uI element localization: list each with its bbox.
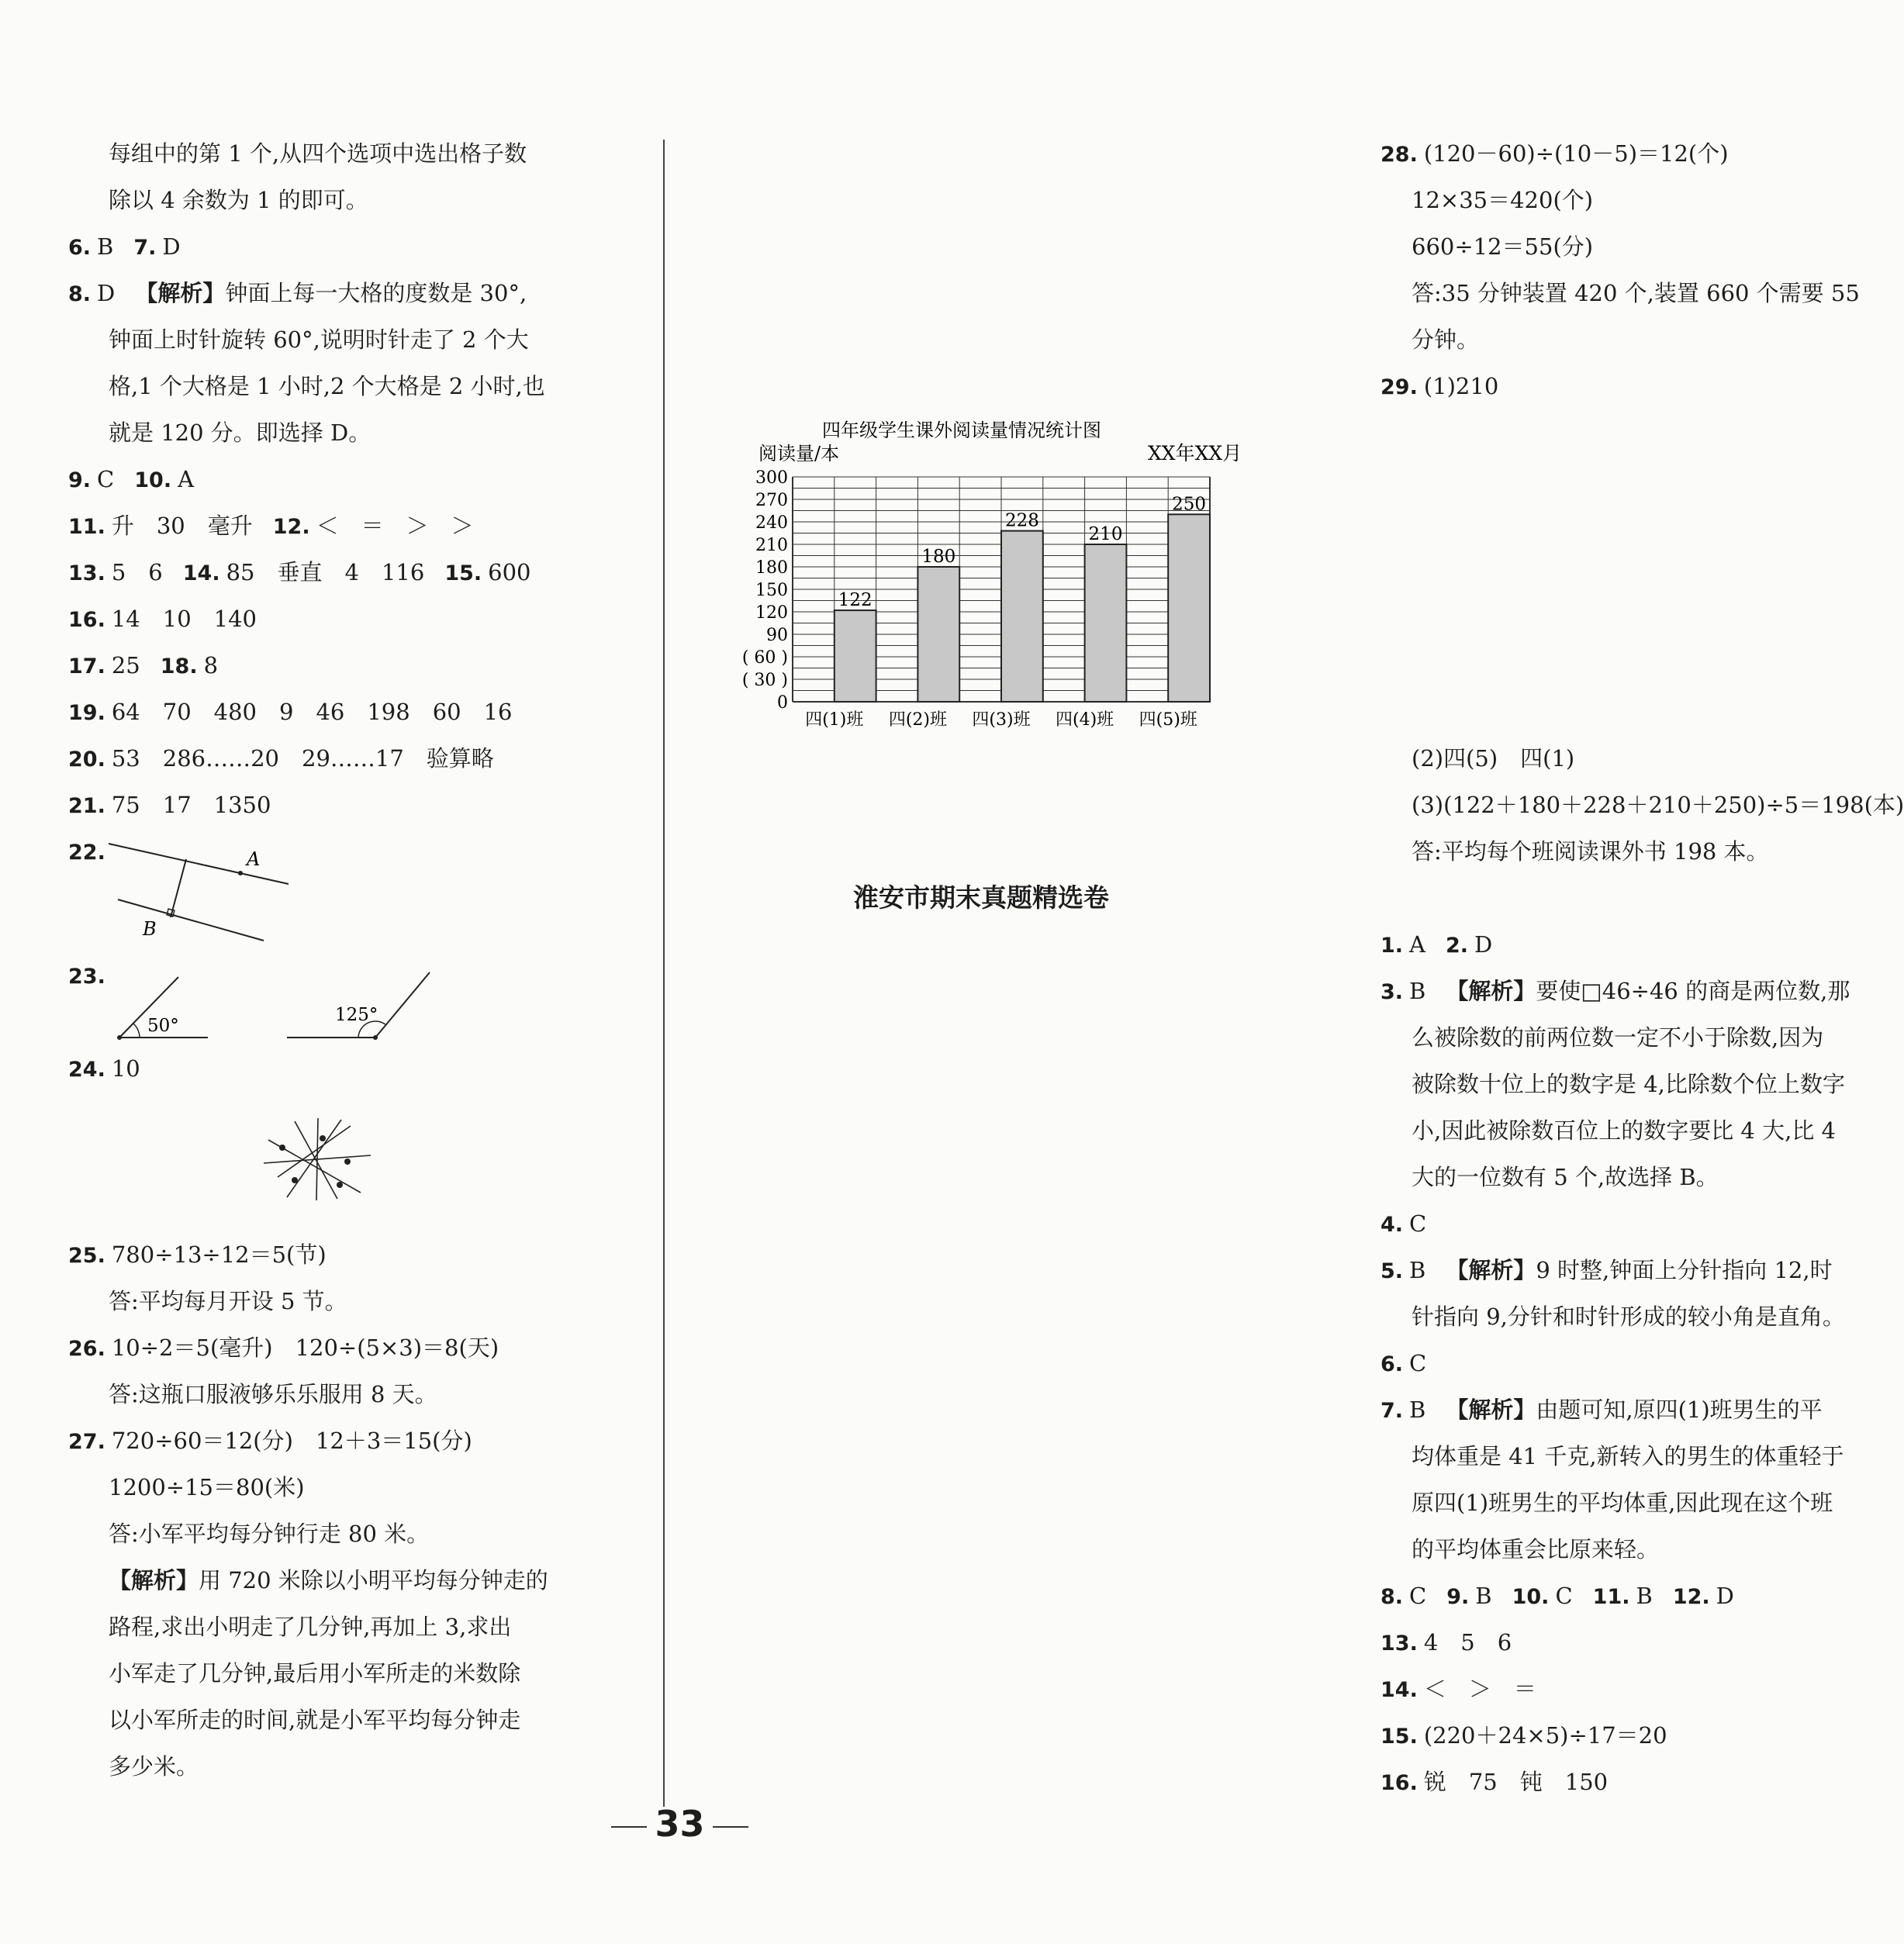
q22-parallel-lines-figure [109, 837, 295, 946]
value-label: 180 [921, 547, 956, 567]
question-number: 10. [1512, 1585, 1550, 1609]
answer-text: 5 6 [111, 559, 163, 585]
value-label: 250 [1172, 494, 1207, 515]
question-number: 26. [68, 1337, 105, 1361]
answer-text: (2)四(5) 四(1) [1412, 745, 1575, 772]
answer-text: D [97, 280, 116, 306]
answer-line [68, 1332, 499, 1365]
answer-line [109, 1379, 437, 1410]
answer-text: C [1555, 1583, 1573, 1609]
answer-text: 720÷60＝12(分) 12＋3＝15(分) [111, 1428, 472, 1454]
bar-四(4)班 [1085, 544, 1127, 702]
question-number: 11. [1592, 1585, 1630, 1609]
question-number: 3. [1380, 980, 1404, 1004]
answer-text: 答:平均每个班阅读课外书 198 本。 [1412, 838, 1769, 865]
answer-text: 用 720 米除以小明平均每分钟走的 [199, 1567, 548, 1594]
answer-text: 14 10 140 [111, 606, 257, 632]
answer-line [68, 960, 112, 993]
bar-四(1)班 [835, 610, 876, 702]
bar-四(5)班 [1168, 514, 1210, 702]
answer-line [109, 185, 368, 216]
value-label: 210 [1088, 524, 1123, 544]
question-number: 16. [1380, 1771, 1418, 1795]
answer-line [68, 510, 474, 543]
answer-text: 25 [111, 652, 140, 679]
x-tick-label: 四(5)班 [1139, 710, 1197, 730]
answer-line [68, 464, 194, 496]
question-number: 13. [1380, 1632, 1418, 1656]
answer-text: 分钟。 [1412, 326, 1480, 353]
question-number: 24. [68, 1058, 105, 1082]
answer-line [1412, 836, 1769, 867]
answer-text: 1200÷15＝80(米) [109, 1474, 305, 1500]
question-number: 17. [68, 654, 105, 679]
answer-text: C [1409, 1210, 1427, 1237]
chart-xticks [805, 710, 1197, 730]
chart-date-label: XX年XX月 [1148, 442, 1242, 464]
answer-text: 9 时整,钟面上分针指向 12,时 [1536, 1257, 1833, 1283]
answer-text: (220＋24×5)÷17＝20 [1423, 1722, 1667, 1749]
chart-bars [835, 514, 1210, 702]
answer-text: 么被除数的前两位数一定不小于除数,因为 [1412, 1024, 1824, 1051]
answer-text: 多少米。 [109, 1753, 199, 1780]
question-number: 5. [1380, 1259, 1404, 1283]
page-footer [0, 1803, 1360, 1845]
answer-text: D [1474, 931, 1493, 958]
answer-text: (3)(122＋180＋228＋210＋250)÷5＝198(本) [1412, 792, 1904, 818]
value-label: 122 [838, 590, 873, 611]
answer-text: 答:这瓶口服液够乐乐服用 8 天。 [109, 1381, 437, 1407]
answer-text: 要使□46÷46 的商是两位数,那 [1536, 978, 1850, 1004]
answer-text: (120－60)÷(10－5)＝12(个) [1423, 140, 1729, 167]
answer-line [1412, 231, 1593, 262]
q23-angle-50: 50° [147, 1016, 179, 1036]
answer-line [1380, 1766, 1608, 1799]
question-number: 23. [68, 965, 105, 989]
answer-text: 格,1 个大格是 1 小时,2 个大格是 2 小时,也 [109, 373, 545, 399]
answer-line [1412, 1022, 1823, 1053]
answer-text: 的平均体重会比原来轻。 [1412, 1536, 1660, 1562]
x-tick-label: 四(2)班 [888, 710, 947, 730]
question-number: 25. [68, 1244, 105, 1268]
answer-text: 均体重是 41 千克,新转入的男生的体重轻于 [1412, 1443, 1844, 1469]
question-number: 14. [182, 561, 220, 585]
answer-text: 600 [488, 559, 531, 585]
answer-line [1380, 1627, 1512, 1659]
answer-text: 小,因此被除数百位上的数字要比 4 大,比 4 [1412, 1117, 1836, 1144]
answer-line [1380, 975, 1850, 1008]
answer-text: 每组中的第 1 个,从四个选项中选出格子数 [109, 140, 527, 167]
answer-line [68, 836, 112, 868]
answer-line [68, 1425, 472, 1458]
y-tick-label: 270 [755, 491, 788, 510]
answer-line [1412, 1301, 1845, 1332]
answer-line [68, 557, 531, 589]
answer-text: 答:平均每月开设 5 节。 [109, 1288, 347, 1314]
answer-line [109, 1565, 548, 1596]
answer-line [1380, 371, 1498, 403]
answer-line [1412, 789, 1904, 820]
answer-text: B [1409, 978, 1426, 1004]
y-tick-label: 0 [777, 693, 788, 713]
question-number: 27. [68, 1430, 105, 1454]
q23-angles-figure [109, 962, 450, 1047]
answer-line [68, 278, 527, 310]
analysis-tag: 【解析】 [1446, 1257, 1536, 1283]
question-number: 20. [68, 748, 105, 772]
answer-line [68, 231, 181, 264]
answer-text: D [162, 233, 181, 260]
answer-line [1380, 1580, 1734, 1613]
question-number: 7. [133, 236, 157, 260]
answer-text: B [1475, 1583, 1492, 1609]
question-number: 10. [134, 468, 172, 492]
answer-text: 锐 75 钝 150 [1423, 1769, 1609, 1795]
reading-bar-chart [714, 415, 1249, 741]
question-number: 7. [1380, 1399, 1404, 1423]
chart-title: 四年级学生课外阅读量情况统计图 [822, 420, 1101, 441]
answer-text: 就是 120 分。即选择 D。 [109, 420, 371, 446]
question-number: 28. [1380, 143, 1418, 167]
y-tick-label: 120 [755, 603, 788, 623]
answer-text: 答:小军平均每分钟行走 80 米。 [109, 1521, 430, 1547]
question-number: 6. [1380, 1352, 1404, 1376]
question-number: 15. [444, 561, 482, 585]
answer-line [1380, 1394, 1823, 1427]
answer-text: 原四(1)班男生的平均体重,因此现在这个班 [1412, 1490, 1833, 1516]
question-number: 9. [1446, 1585, 1470, 1609]
answer-text: 钟面上时针旋转 60°,说明时针走了 2 个大 [109, 326, 529, 353]
q22-label-a: A [247, 848, 261, 870]
answer-text: 85 垂直 4 116 [226, 559, 425, 585]
section-title: 淮安市期末真题精选卷 [853, 882, 1109, 913]
answer-text: ＜ ＝ ＞ ＞ [316, 513, 474, 539]
answer-text: 小军走了几分钟,最后用小军所走的米数除 [109, 1660, 521, 1687]
answer-line [1380, 1720, 1667, 1752]
answer-text: C [1409, 1350, 1427, 1376]
question-number: 12. [272, 515, 310, 539]
answer-line [1380, 138, 1729, 171]
answer-line [1412, 185, 1593, 216]
answer-line [1412, 278, 1860, 309]
answer-line [1380, 1348, 1426, 1380]
answer-text: C [1409, 1583, 1427, 1609]
answer-line [68, 1239, 327, 1272]
answer-line [1380, 929, 1492, 962]
q22-label-b: B [143, 918, 157, 940]
y-tick-label: 90 [766, 626, 788, 645]
question-number: 9. [68, 468, 92, 492]
answer-line [109, 371, 545, 402]
answer-text: A [1409, 931, 1425, 958]
q23-angle-125: 125° [335, 1005, 378, 1025]
answer-line [109, 1518, 429, 1549]
question-number: 21. [68, 794, 105, 818]
answer-text: (1)210 [1423, 373, 1499, 399]
answer-line [1412, 324, 1479, 355]
answer-text: 4 5 6 [1423, 1629, 1512, 1656]
answer-line [1412, 1487, 1833, 1518]
answer-line [109, 1286, 347, 1317]
answer-line [68, 603, 257, 636]
y-tick-label: ( 30 ) [741, 671, 788, 690]
y-tick-label: 180 [755, 558, 788, 578]
answer-line [109, 1704, 520, 1735]
analysis-tag: 【解析】 [135, 280, 226, 306]
answer-text: 针指向 9,分针和时针形成的较小角是直角。 [1412, 1303, 1845, 1330]
answer-text: ＜ ＞ ＝ [1423, 1676, 1536, 1702]
page-number: 33 [655, 1803, 705, 1845]
analysis-tag: 【解析】 [109, 1567, 199, 1594]
answer-text: 10÷2＝5(毫升) 120÷(5×3)＝8(天) [111, 1335, 499, 1361]
answer-line [1380, 1255, 1833, 1287]
answer-text: 升 30 毫升 [111, 513, 253, 539]
y-tick-label: 150 [755, 581, 788, 600]
answer-line [68, 1053, 140, 1086]
answer-line [109, 138, 527, 169]
answer-text: 53 286……20 29……17 验算略 [111, 745, 494, 772]
question-number: 14. [1380, 1678, 1418, 1702]
answer-line [1412, 1115, 1836, 1146]
answer-text: 被除数十位上的数字是 4,比除数个位上数字 [1412, 1071, 1845, 1097]
answer-line [1380, 1208, 1426, 1241]
analysis-tag: 【解析】 [1446, 1397, 1536, 1423]
answer-text: B [1409, 1257, 1426, 1283]
answer-line [1412, 1069, 1845, 1100]
answer-text: 钟面上每一大格的度数是 30°, [225, 280, 527, 306]
answer-line [68, 650, 218, 682]
answer-text: 大的一位数有 5 个,故选择 B。 [1412, 1164, 1719, 1190]
question-number: 13. [68, 561, 105, 585]
answer-text: D [1716, 1583, 1734, 1609]
answer-text: 8 [203, 652, 219, 679]
y-tick-label: 240 [755, 513, 788, 533]
question-number: 8. [1380, 1585, 1404, 1609]
answer-line [68, 789, 271, 822]
answer-text: 780÷13÷12＝5(节) [111, 1241, 327, 1268]
y-tick-label: 300 [755, 468, 788, 488]
answer-line [109, 324, 529, 355]
analysis-tag: 【解析】 [1446, 978, 1536, 1004]
answer-text: 答:35 分钟装置 420 个,装置 660 个需要 55 [1412, 280, 1860, 306]
question-number: 15. [1380, 1725, 1418, 1749]
answer-text: 10 [111, 1055, 140, 1082]
question-number: 18. [160, 654, 198, 679]
question-number: 29. [1380, 375, 1418, 399]
x-tick-label: 四(3)班 [972, 710, 1031, 730]
answer-line [68, 743, 494, 775]
question-number: 8. [68, 282, 92, 306]
chart-yticks [742, 468, 788, 713]
question-number: 16. [68, 608, 105, 632]
answer-text: B [97, 233, 114, 260]
column-divider [663, 140, 665, 1807]
answer-text: 75 17 1350 [111, 792, 271, 818]
question-number: 6. [68, 236, 92, 260]
answer-line [1412, 1534, 1659, 1565]
answer-text: 12×35＝420(个) [1412, 187, 1594, 213]
answer-line [109, 1658, 520, 1689]
y-tick-label: ( 60 ) [741, 648, 788, 668]
q24-points-lines-figure [264, 1117, 372, 1202]
answer-line [1412, 1441, 1844, 1472]
answer-line [1412, 743, 1574, 774]
answer-text: 660÷12＝55(分) [1412, 233, 1594, 260]
bar-四(2)班 [917, 567, 959, 702]
value-label: 228 [1004, 510, 1039, 531]
chart-ylabel: 阅读量/本 [758, 443, 840, 464]
question-number: 11. [68, 515, 105, 539]
answer-text: 以小军所走的时间,就是小军平均每分钟走 [109, 1707, 521, 1733]
answer-line [1380, 1673, 1536, 1706]
x-tick-label: 四(4)班 [1056, 710, 1114, 730]
x-tick-label: 四(1)班 [805, 710, 864, 730]
answer-text: 64 70 480 9 46 198 60 16 [111, 699, 513, 725]
answer-line [68, 696, 513, 729]
question-number: 2. [1446, 934, 1469, 958]
answer-text: 路程,求出小明走了几分钟,再加上 3,求出 [109, 1614, 512, 1640]
answer-line [109, 417, 371, 448]
answer-line [109, 1611, 511, 1642]
answer-line [109, 1472, 305, 1503]
answer-text: B [1636, 1583, 1653, 1609]
bar-四(3)班 [1001, 531, 1043, 702]
question-number: 1. [1380, 934, 1404, 958]
question-number: 12. [1672, 1585, 1710, 1609]
question-number: 19. [68, 701, 105, 725]
question-number: 22. [68, 841, 105, 865]
answer-text: C [97, 466, 115, 492]
answer-text: 除以 4 余数为 1 的即可。 [109, 187, 368, 213]
answer-text: B [1409, 1397, 1426, 1423]
answer-line [109, 1751, 199, 1782]
answer-text: A [178, 466, 195, 492]
answer-text: 由题可知,原四(1)班男生的平 [1536, 1397, 1823, 1423]
answer-line [1412, 1162, 1719, 1193]
question-number: 4. [1380, 1213, 1404, 1237]
y-tick-label: 210 [755, 536, 788, 555]
